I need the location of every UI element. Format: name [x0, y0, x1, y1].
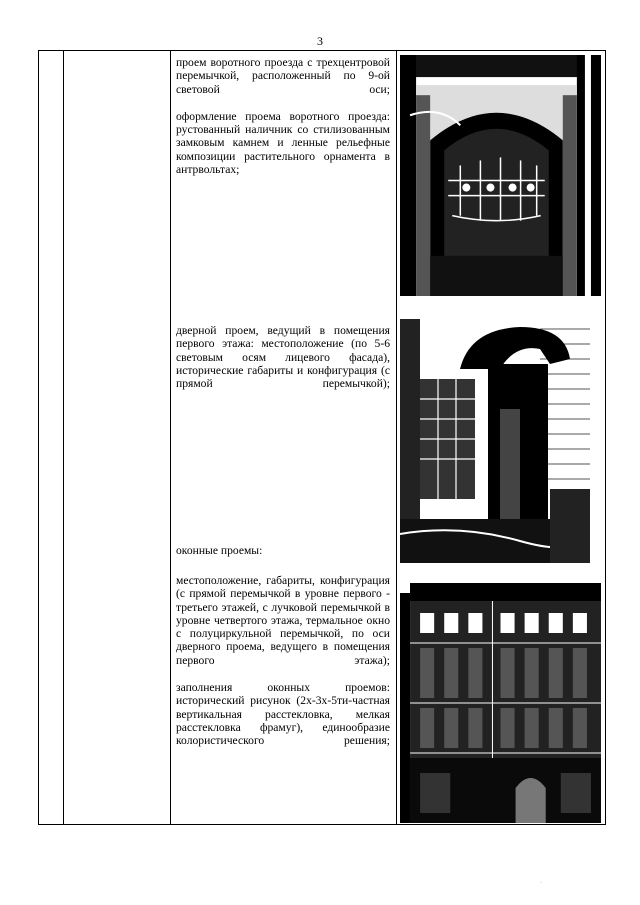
gateway-decoration-text: оформление проема воротного проезда: рустованный наличник со стилизованным замковым камнем и ленные рельефные композиции растительного орнамента в антрвольтах; [176, 109, 390, 177]
gateway-description [176, 56, 390, 176]
doorway-photo-icon [400, 319, 590, 563]
gateway-opening-text: проем воротного проезда с трехцентровой перемычкой, расположенный по 9-ой световой оси; [176, 56, 390, 96]
facade-photo-icon [400, 573, 601, 823]
page-number: 3 [317, 34, 323, 48]
windows-location-text: местоположение, габариты, конфигурация (с прямой перемычкой в уровне первого - третьего этажей, с лучковой перемычкой в уровне четвертого этажа, термальное окно с полуциркульной перемычкой, по оси дверного проема, ведущего в помещения первого этажа); [176, 574, 390, 667]
windows-fill-text: заполнения оконных проемов: исторический рисунок (2х-3х-5ти-частная вертикальная расстекловка, мелкая расстекловка фрамуг), единообразие колористического решения; [176, 681, 390, 748]
scan-mark: · [540, 880, 542, 886]
column-divider-3 [396, 51, 397, 824]
doorway-text: дверной проем, ведущий в помещения первого этажа: местоположение (по 5-6 световым осям лицевого фасада), исторические габариты и конфигурация (с прямой перемычкой); [176, 324, 390, 391]
windows-heading-text: оконные проемы: [176, 544, 263, 557]
gateway-photo [400, 55, 601, 296]
document-table [38, 50, 606, 825]
windows-heading-block [176, 544, 390, 557]
column-divider-2 [170, 51, 171, 824]
windows-description [176, 574, 390, 748]
facade-photo [400, 573, 601, 823]
column-divider-1 [63, 51, 64, 824]
doorway-description [176, 324, 390, 390]
gateway-photo-icon [400, 55, 601, 296]
doorway-photo [400, 319, 590, 563]
